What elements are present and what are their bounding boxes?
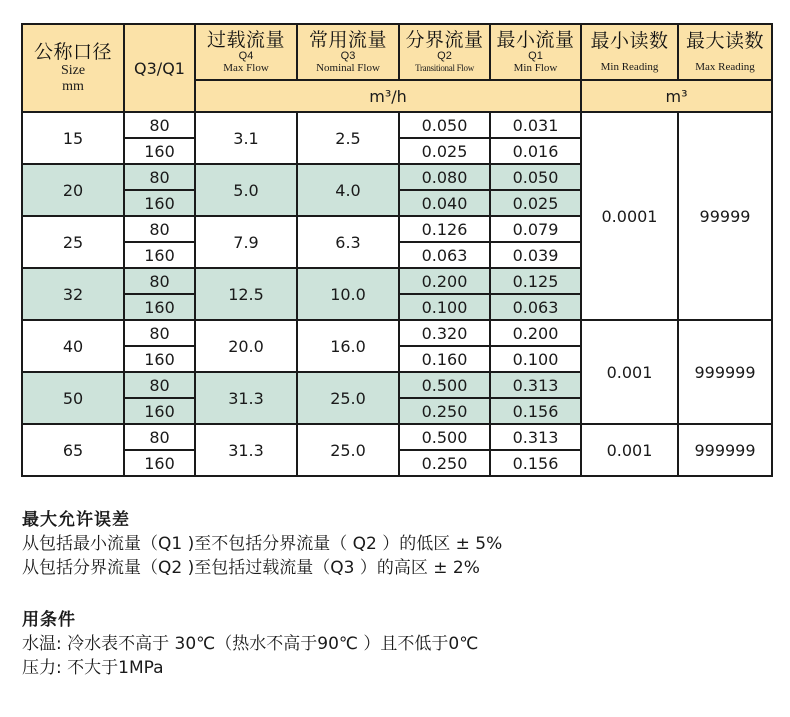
ratio-cell: 80 <box>124 320 195 346</box>
q4-cell: 3.1 <box>195 112 297 164</box>
q1-cell: 0.125 <box>490 268 581 294</box>
error-notes <box>22 508 502 580</box>
q3-cell: 10.0 <box>297 268 399 320</box>
q1-cell: 0.100 <box>490 346 581 372</box>
table-row <box>22 424 772 450</box>
min-reading-header: 最小读数 Min Reading <box>581 24 678 80</box>
flow-unit: m³/h <box>195 80 581 112</box>
q1-cell: 0.313 <box>490 424 581 450</box>
ratio-cell: 160 <box>124 190 195 216</box>
ratio-cell: 80 <box>124 112 195 138</box>
max-reading-header: 最大读数 Max Reading <box>678 24 772 80</box>
q1-cell: 0.039 <box>490 242 581 268</box>
q2-cell: 0.250 <box>399 450 490 476</box>
ratio-cell: 160 <box>124 346 195 372</box>
q2-cell: 0.500 <box>399 372 490 398</box>
q3-header: 常用流量 Q3 Nominal Flow <box>297 24 399 80</box>
size-cell: 40 <box>22 320 124 372</box>
q4-cell: 20.0 <box>195 320 297 372</box>
q4-cell: 5.0 <box>195 164 297 216</box>
ratio-cell: 160 <box>124 138 195 164</box>
size-cell: 32 <box>22 268 124 320</box>
q1-cell: 0.025 <box>490 190 581 216</box>
q1-cell: 0.156 <box>490 398 581 424</box>
q1-cell: 0.063 <box>490 294 581 320</box>
condition-notes <box>22 608 478 680</box>
q2-cell: 0.040 <box>399 190 490 216</box>
q1-cell: 0.200 <box>490 320 581 346</box>
q2-cell: 0.025 <box>399 138 490 164</box>
size-cell: 50 <box>22 372 124 424</box>
ratio-cell: 160 <box>124 294 195 320</box>
q2-cell: 0.160 <box>399 346 490 372</box>
q3-cell: 2.5 <box>297 112 399 164</box>
q2-cell: 0.080 <box>399 164 490 190</box>
pressure-line: 压力: 不大于1MPa <box>22 658 164 678</box>
ratio-cell: 80 <box>124 372 195 398</box>
ratio-cell: 80 <box>124 268 195 294</box>
q2-cell: 0.050 <box>399 112 490 138</box>
flow-spec-table <box>21 23 773 477</box>
q2-cell: 0.250 <box>399 398 490 424</box>
condition-title: 用条件 <box>22 610 76 630</box>
q1-cell: 0.313 <box>490 372 581 398</box>
ratio-cell: 80 <box>124 164 195 190</box>
q3-cell: 16.0 <box>297 320 399 372</box>
table-row <box>22 112 772 138</box>
ratio-cell: 80 <box>124 216 195 242</box>
q4-header: 过载流量 Q4 Max Flow <box>195 24 297 80</box>
q2-header: 分界流量 Q2 Transitional Flow <box>399 24 490 80</box>
size-header: 公称口径 Size mm <box>22 24 124 112</box>
max-reading-cell: 999999 <box>678 424 772 476</box>
error-line-high: 从包括分界流量（Q2 )至包括过载流量（Q3 ）的高区 ± 2% <box>22 558 480 578</box>
ratio-header: Q3/Q1 <box>124 24 195 112</box>
q4-cell: 7.9 <box>195 216 297 268</box>
q3-cell: 4.0 <box>297 164 399 216</box>
q1-cell: 0.016 <box>490 138 581 164</box>
size-cell: 15 <box>22 112 124 164</box>
ratio-cell: 160 <box>124 450 195 476</box>
reading-unit: m³ <box>581 80 772 112</box>
q3-cell: 25.0 <box>297 372 399 424</box>
q4-cell: 31.3 <box>195 424 297 476</box>
min-reading-cell: 0.001 <box>581 424 678 476</box>
water-temperature-line: 水温: 冷水表不高于 30℃（热水不高于90℃ ）且不低于0℃ <box>22 634 479 654</box>
q2-cell: 0.100 <box>399 294 490 320</box>
ratio-cell: 160 <box>124 398 195 424</box>
q3-cell: 6.3 <box>297 216 399 268</box>
min-reading-cell: 0.0001 <box>581 112 678 320</box>
table-row <box>22 320 772 346</box>
size-cell: 25 <box>22 216 124 268</box>
size-cell: 20 <box>22 164 124 216</box>
q2-cell: 0.200 <box>399 268 490 294</box>
q1-cell: 0.079 <box>490 216 581 242</box>
q2-cell: 0.500 <box>399 424 490 450</box>
min-reading-cell: 0.001 <box>581 320 678 424</box>
q3-cell: 25.0 <box>297 424 399 476</box>
ratio-cell: 160 <box>124 242 195 268</box>
q1-header: 最小流量 Q1 Min Flow <box>490 24 581 80</box>
table-body <box>22 112 772 476</box>
q2-cell: 0.126 <box>399 216 490 242</box>
size-cell: 65 <box>22 424 124 476</box>
error-line-low: 从包括最小流量（Q1 )至不包括分界流量（ Q2 ）的低区 ± 5% <box>22 534 503 554</box>
q2-cell: 0.320 <box>399 320 490 346</box>
error-title: 最大允许误差 <box>22 510 130 530</box>
max-reading-cell: 99999 <box>678 112 772 320</box>
q1-cell: 0.156 <box>490 450 581 476</box>
q4-cell: 12.5 <box>195 268 297 320</box>
max-reading-cell: 999999 <box>678 320 772 424</box>
ratio-cell: 80 <box>124 424 195 450</box>
q2-cell: 0.063 <box>399 242 490 268</box>
q1-cell: 0.031 <box>490 112 581 138</box>
q4-cell: 31.3 <box>195 372 297 424</box>
q1-cell: 0.050 <box>490 164 581 190</box>
